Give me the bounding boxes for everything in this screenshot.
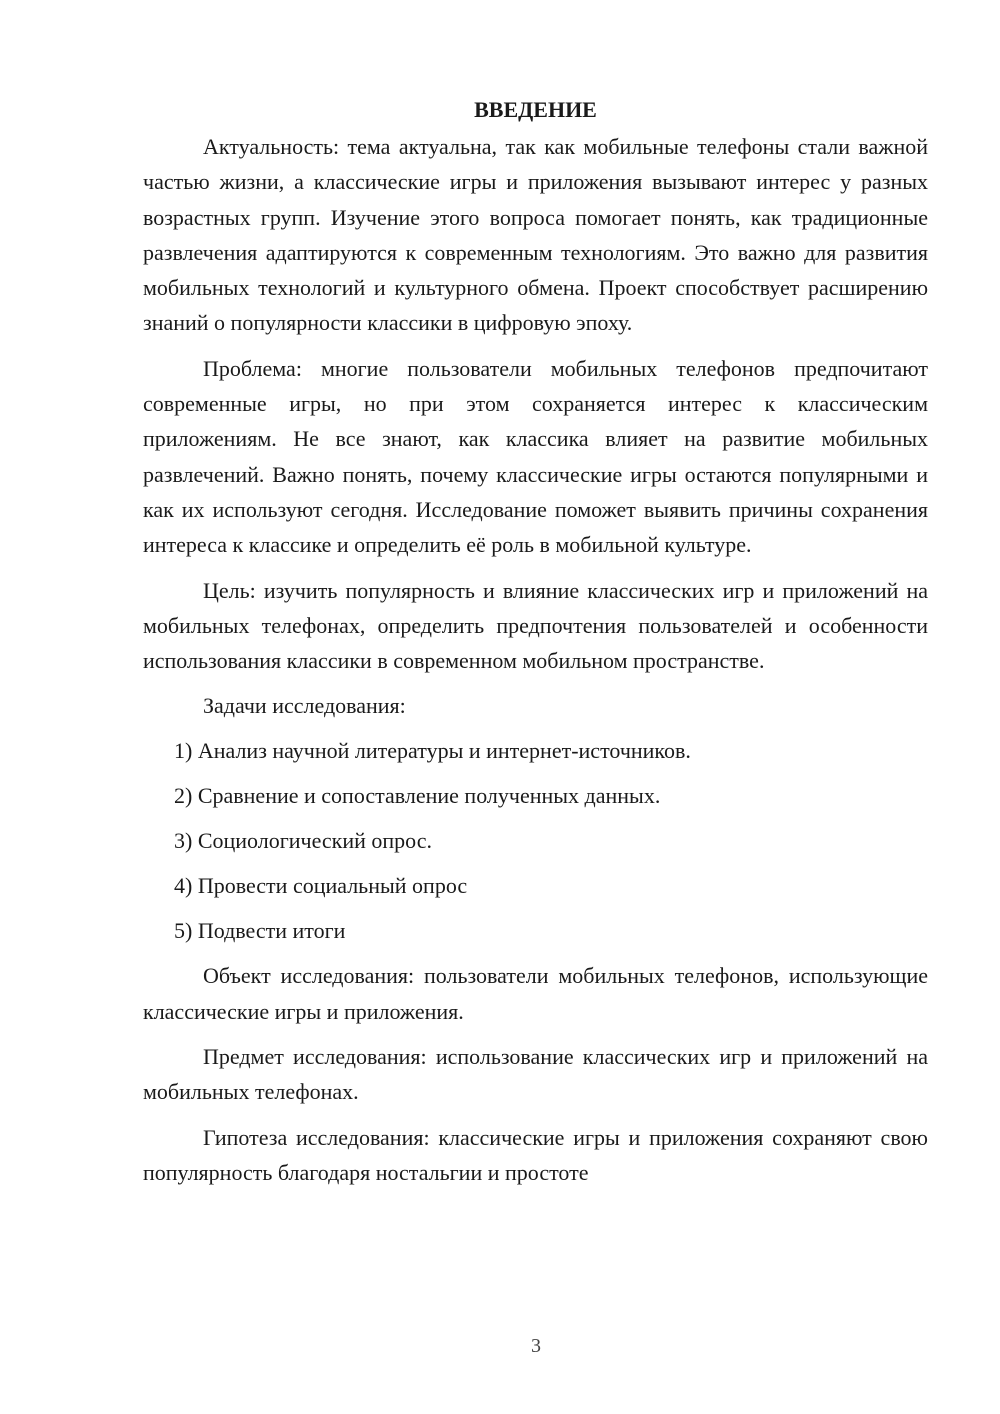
section-heading: ВВЕДЕНИЕ — [474, 97, 597, 122]
paragraph-relevance: Актуальность: тема актуальна, так как мобильные телефоны стали важной частью жизни, а классические игры и приложения вызывают интерес у разных возрастных групп. Изучение этого вопроса помогает понять, как традиционные развлечения адаптируются к современным технологиям. Это важно для развития мобильных технологий и культурного обмена. Проект способствует расширению знаний о популярности классики в цифровую эпоху. — [143, 134, 928, 336]
paragraph-object: Объект исследования: пользователи мобильных телефонов, использующие классические игры и приложения. — [143, 963, 928, 1024]
task-item: 3) Социологический опрос. — [174, 828, 432, 854]
paragraph-problem: Проблема: многие пользователи мобильных телефонов предпочитают современные игры, но при этом сохраняется интерес к классическим приложениям. Не все знают, как классика влияет на развитие мобильных развлечений. Важно понять, почему классические игры остаются популярными и как их используют сегодня. Исследование поможет выявить причины сохранения интереса к классике и определить её роль в мобильной культуре. — [143, 355, 928, 558]
page-number: 3 — [531, 1335, 541, 1357]
paragraph-subject: Предмет исследования: использование классических игр и приложений на мобильных телефонах. — [143, 1044, 928, 1105]
task-item: 5) Подвести итоги — [174, 918, 346, 944]
task-item: 1) Анализ научной литературы и интернет-источников. — [174, 738, 691, 764]
paragraph-hypothesis: Гипотеза исследования: классические игры и приложения сохраняют свою популярность благодаря ностальгии и простоте — [143, 1124, 928, 1185]
task-item: 2) Сравнение и сопоставление полученных данных. — [174, 783, 661, 809]
paragraph-goal: Цель: изучить популярность и влияние классических игр и приложений на мобильных телефонах, определить предпочтения пользователей и особенности использования классики в современном мобильном пространстве. — [143, 577, 928, 674]
page-content — [143, 92, 928, 1200]
tasks-title: Задачи исследования: — [203, 693, 406, 719]
tasks-list — [143, 733, 928, 948]
task-item: 4) Провести социальный опрос — [174, 873, 468, 899]
